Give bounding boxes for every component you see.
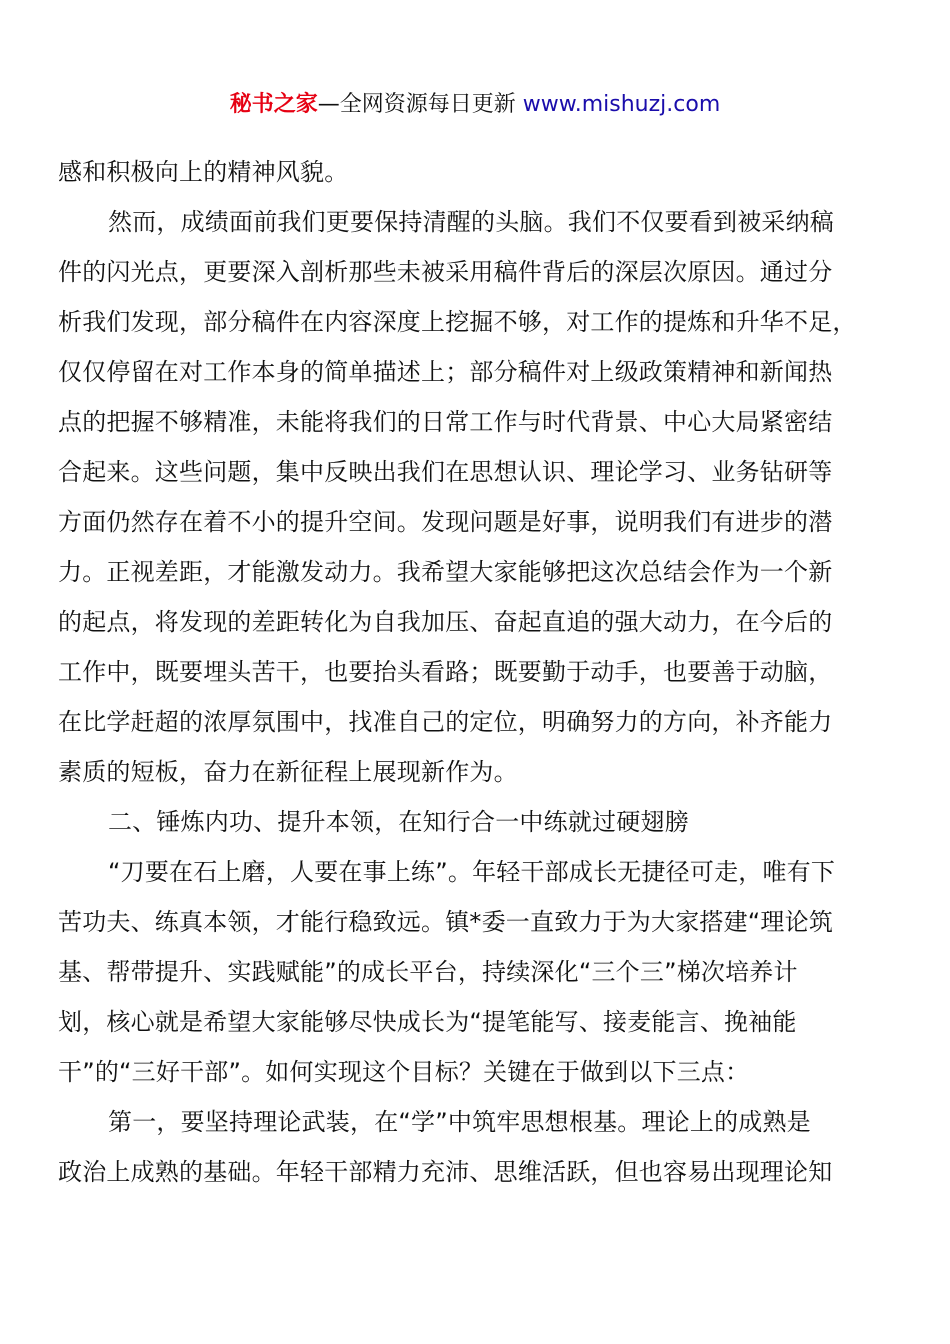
text-line: 方面仍然存在着不小的提升空间。发现问题是好事，说明我们有进步的潜 [58,508,833,536]
text-line: 件的闪光点，更要深入剖析那些未被采用稿件背后的深层次原因。通过分 [58,258,833,286]
text-line: 感和积极向上的精神风貌。 [58,158,349,186]
site-url-link[interactable]: www.mishuzj.com [522,92,721,117]
site-header [0,88,950,122]
text-line: 划，核心就是希望大家能够尽快成长为“提笔能写、接麦能言、挽袖能 [58,1008,797,1036]
text-line: 干”的“三好干部”。如何实现这个目标？关键在于做到以下三点： [58,1058,750,1086]
site-tagline: —全网资源每日更新 [317,92,523,117]
text-line: 苦功夫、练真本领，才能行稳致远。镇*委一直致力于为大家搭建“理论筑 [58,908,834,936]
text-line: 析我们发现，部分稿件在内容深度上挖掘不够，对工作的提炼和升华不足， [58,308,857,336]
text-line: 工作中，既要埋头苦干，也要抬头看路；既要勤于动手，也要善于动脑， [58,658,833,686]
site-brand-name: 秘书之家 [229,92,318,117]
section-heading: 二、锤炼内功、提升本领，在知行合一中练就过硬翅膀 [108,808,689,836]
text-line: 在比学赶超的浓厚氛围中，找准自己的定位，明确努力的方向，补齐能力 [58,708,833,736]
document-body [58,147,894,1197]
text-line: 力。正视差距，才能激发动力。我希望大家能够把这次总结会作为一个新 [58,558,833,586]
text-line: 合起来。这些问题，集中反映出我们在思想认识、理论学习、业务钻研等 [58,458,833,486]
text-line: 基、帮带提升、实践赋能”的成长平台，持续深化“三个三”梯次培养计 [58,958,798,986]
text-line: 仅仅停留在对工作本身的简单描述上；部分稿件对上级政策精神和新闻热 [58,358,833,386]
text-line: 的起点，将发现的差距转化为自我加压、奋起直追的强大动力，在今后的 [58,608,833,636]
text-line: 然而，成绩面前我们更要保持清醒的头脑。我们不仅要看到被采纳稿 [108,208,834,236]
text-line: 政治上成熟的基础。年轻干部精力充沛、思维活跃，但也容易出现理论知 [58,1158,833,1186]
text-line: 第一，要坚持理论武装，在“学”中筑牢思想根基。理论上的成熟是 [108,1108,811,1136]
text-line: “刀要在石上磨，人要在事上练”。年轻干部成长无捷径可走，唯有下 [108,858,836,886]
text-line: 点的把握不够精准，未能将我们的日常工作与时代背景、中心大局紧密结 [58,408,833,436]
text-line: 素质的短板，奋力在新征程上展现新作为。 [58,758,518,786]
